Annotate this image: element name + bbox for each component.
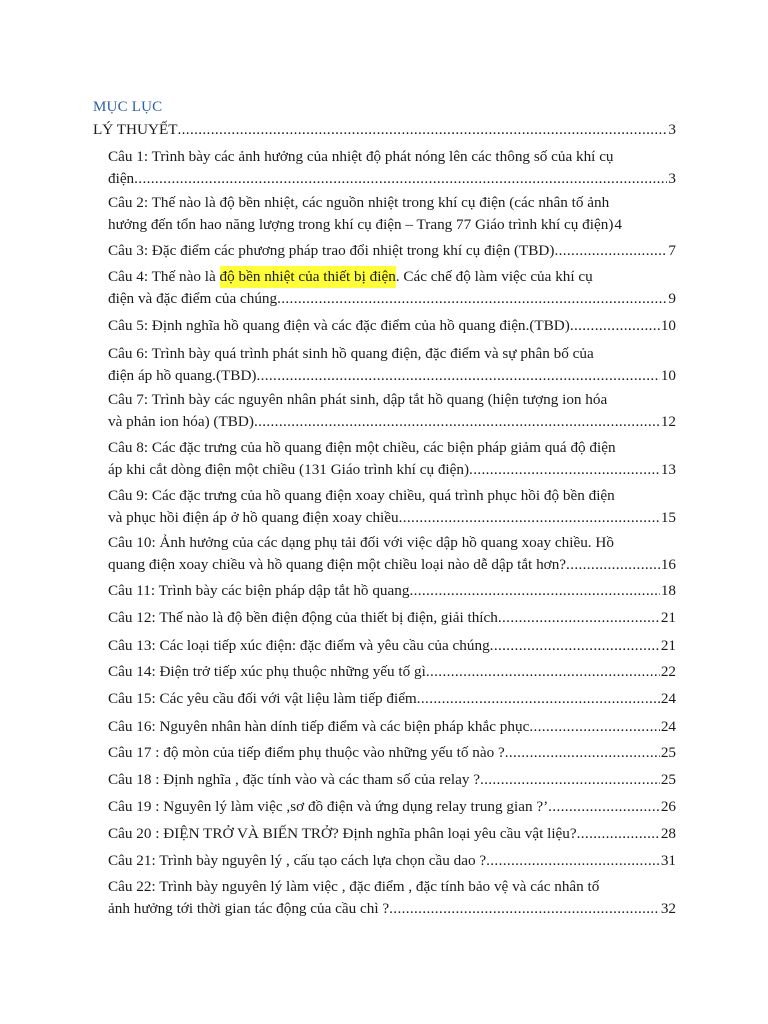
toc-entry-text: điện và đặc điểm của chúng xyxy=(108,290,278,307)
toc-page-number: 24 xyxy=(660,718,676,735)
toc-entry-text: Câu 10: Ảnh hưởng của các dạng phụ tải đối với việc dập hồ quang xoay chiều. Hồ xyxy=(108,534,614,551)
leader-dots xyxy=(480,769,660,791)
leader-dots xyxy=(389,898,660,920)
leader-dots xyxy=(399,507,660,529)
toc-entry-text: Câu 9: Các đặc trưng của hồ quang điện xoay chiều, quá trình phục hồi độ bền điện xyxy=(108,487,615,504)
toc-entry-q5[interactable] xyxy=(108,315,676,337)
toc-entry-theory[interactable] xyxy=(93,119,676,141)
toc-entry-text: và phục hồi điện áp ở hồ quang điện xoay chiều xyxy=(108,509,399,526)
toc-entry-text: hưởng đến tổn hao năng lượng trong khí cụ điện – Trang 77 Giáo trình khí cụ điện) xyxy=(108,216,614,233)
toc-page-number: 13 xyxy=(660,461,676,478)
leader-dots xyxy=(505,742,660,764)
leader-dots xyxy=(277,288,667,310)
toc-entry-text: Câu 2: Thế nào là độ bền nhiệt, các nguồn nhiệt trong khí cụ điện (các nhân tố ảnh xyxy=(108,194,610,211)
toc-entry-text: Câu 18 : Định nghĩa , đặc tính vào và các tham số của relay ? xyxy=(108,771,480,788)
toc-entry-text: Câu 16: Nguyên nhân hàn dính tiếp điểm và các biện pháp khắc phục xyxy=(108,718,530,735)
toc-entry-q17[interactable] xyxy=(108,742,676,764)
toc-entry-text: Câu 14: Điện trở tiếp xúc phụ thuộc những yếu tố gì xyxy=(108,663,426,680)
toc-entry-text: Câu 7: Trình bày các nguyên nhân phát sinh, dập tắt hồ quang (hiện tượng ion hóa xyxy=(108,391,608,408)
toc-entry-q10[interactable] xyxy=(108,532,676,576)
leader-dots xyxy=(554,240,667,262)
toc-entry-text: và phản ion hóa) (TBD) xyxy=(108,413,254,430)
toc-page-number: 10 xyxy=(660,317,676,334)
toc-entry-text: điện áp hồ quang.(TBD) xyxy=(108,367,257,384)
toc-page-number: 3 xyxy=(668,121,676,138)
toc-page-number: 22 xyxy=(660,663,676,680)
toc-title: MỤC LỤC xyxy=(93,99,163,115)
leader-dots xyxy=(577,823,660,845)
toc-entry-text: Câu 11: Trình bày các biện pháp dập tắt hồ quang xyxy=(108,582,410,599)
toc-page-number: 10 xyxy=(660,367,676,384)
toc-entry-q16[interactable] xyxy=(108,716,676,738)
toc-entry-text: Câu 1: Trình bày các ảnh hưởng của nhiệt độ phát nóng lên các thông số của khí cụ xyxy=(108,148,614,165)
toc-page-number: 25 xyxy=(660,771,676,788)
toc-page-number: 7 xyxy=(668,242,676,259)
toc-page-number: 26 xyxy=(660,798,676,815)
toc-entry-q4[interactable] xyxy=(108,266,676,310)
leader-dots xyxy=(178,119,668,141)
toc-entry-text: Câu 5: Định nghĩa hồ quang điện và các đặc điểm của hồ quang điện.(TBD) xyxy=(108,317,570,334)
toc-entry-text: Câu 22: Trình bày nguyên lý làm việc , đặc điểm , đặc tính bảo vệ và các nhân tố xyxy=(108,878,600,895)
toc-entry-q8[interactable] xyxy=(108,437,676,481)
toc-page-number: 9 xyxy=(668,290,676,307)
toc-page-number: 31 xyxy=(660,852,676,869)
leader-dots xyxy=(566,554,660,576)
leader-dots xyxy=(426,661,660,683)
toc-entry-text: Câu 19 : Nguyên lý làm việc ,sơ đồ điện và ứng dụng relay trung gian ?’ xyxy=(108,798,549,815)
toc-page-number: 32 xyxy=(660,900,676,917)
toc-page-number: 18 xyxy=(660,582,676,599)
toc-entry-q13[interactable] xyxy=(108,635,676,657)
toc-page-number: 4 xyxy=(614,216,622,233)
toc-page-number: 28 xyxy=(660,825,676,842)
toc-entry-q15[interactable] xyxy=(108,688,676,710)
toc-entry-text: Câu 15: Các yêu cầu đối với vật liệu làm tiếp điểm xyxy=(108,690,417,707)
highlighted-phrase: độ bền nhiệt của thiết bị điện xyxy=(220,266,396,288)
toc-entry-text: . Các chế độ làm việc của khí cụ xyxy=(395,268,593,285)
toc-page-number: 24 xyxy=(660,690,676,707)
toc-page-number: 3 xyxy=(668,170,676,187)
toc-entry-text: Câu 20 : ĐIỆN TRỞ VÀ BIẾN TRỞ? Định nghĩa phân loại yêu cầu vật liệu? xyxy=(108,825,577,842)
toc-entry-text: ảnh hưởng tới thời gian tác động của cầu chì ? xyxy=(108,900,390,917)
toc-entry-text: áp khi cắt dòng điện một chiều (131 Giáo trình khí cụ điện) xyxy=(108,461,470,478)
leader-dots xyxy=(409,580,659,602)
toc-entry-q7[interactable] xyxy=(108,389,676,433)
toc-entry-text: Câu 6: Trình bày quá trình phát sinh hồ quang điện, đặc điểm và sự phân bố của xyxy=(108,345,594,362)
leader-dots xyxy=(490,635,660,657)
toc-entry-q19[interactable] xyxy=(108,796,676,818)
toc-entry-q9[interactable] xyxy=(108,485,676,529)
toc-page-number: 15 xyxy=(660,509,676,526)
toc-entry-q12[interactable] xyxy=(108,607,676,629)
toc-entry-text: Câu 17 : độ mòn của tiếp điểm phụ thuộc vào những yếu tố nào ? xyxy=(108,744,505,761)
toc-entry-q21[interactable] xyxy=(108,850,676,872)
toc-entry-q18[interactable] xyxy=(108,769,676,791)
leader-dots xyxy=(548,796,660,818)
leader-dots xyxy=(469,459,660,481)
toc-entry-q1[interactable] xyxy=(108,146,676,190)
toc-entry-text: điện xyxy=(108,170,135,187)
toc-page-number: 25 xyxy=(660,744,676,761)
toc-entry-q14[interactable] xyxy=(108,661,676,683)
leader-dots xyxy=(254,411,660,433)
toc-page-number: 16 xyxy=(660,556,676,573)
toc-entry-q11[interactable] xyxy=(108,580,676,602)
toc-page-number: 12 xyxy=(660,413,676,430)
toc-entry-text: Câu 3: Đặc điểm các phương pháp trao đổi nhiệt trong khí cụ điện (TBD) xyxy=(108,242,555,259)
toc-entry-text: Câu 8: Các đặc trưng của hồ quang điện một chiều, các biện pháp giảm quá độ điện xyxy=(108,439,616,456)
leader-dots xyxy=(417,688,660,710)
toc-page-number: 21 xyxy=(660,637,676,654)
toc-entry-text: Câu 4: Thế nào là xyxy=(108,268,220,285)
toc-entry-q6[interactable] xyxy=(108,343,676,387)
leader-dots xyxy=(134,168,667,190)
toc-entry-text: quang điện xoay chiều và hồ quang điện một chiều loại nào dễ dập tắt hơn? xyxy=(108,556,567,573)
toc-entry-q2[interactable] xyxy=(108,192,676,236)
leader-dots xyxy=(570,315,660,337)
toc-entry-q20[interactable] xyxy=(108,823,676,845)
toc-entry-q3[interactable] xyxy=(108,240,676,262)
leader-dots xyxy=(498,607,660,629)
leader-dots xyxy=(486,850,660,872)
toc-entry-text: Câu 12: Thế nào là độ bền điện động của thiết bị điện, giải thích xyxy=(108,609,498,626)
toc-page-number: 21 xyxy=(660,609,676,626)
leader-dots xyxy=(256,365,659,387)
toc-entry-text: Câu 13: Các loại tiếp xúc điện: đặc điểm và yêu cầu của chúng xyxy=(108,637,490,654)
leader-dots xyxy=(529,716,659,738)
toc-entry-text: LÝ THUYẾT xyxy=(93,121,178,138)
toc-entry-text: Câu 21: Trình bày nguyên lý , cấu tạo cách lựa chọn cầu dao ? xyxy=(108,852,487,869)
toc-entry-q22[interactable] xyxy=(108,876,676,920)
